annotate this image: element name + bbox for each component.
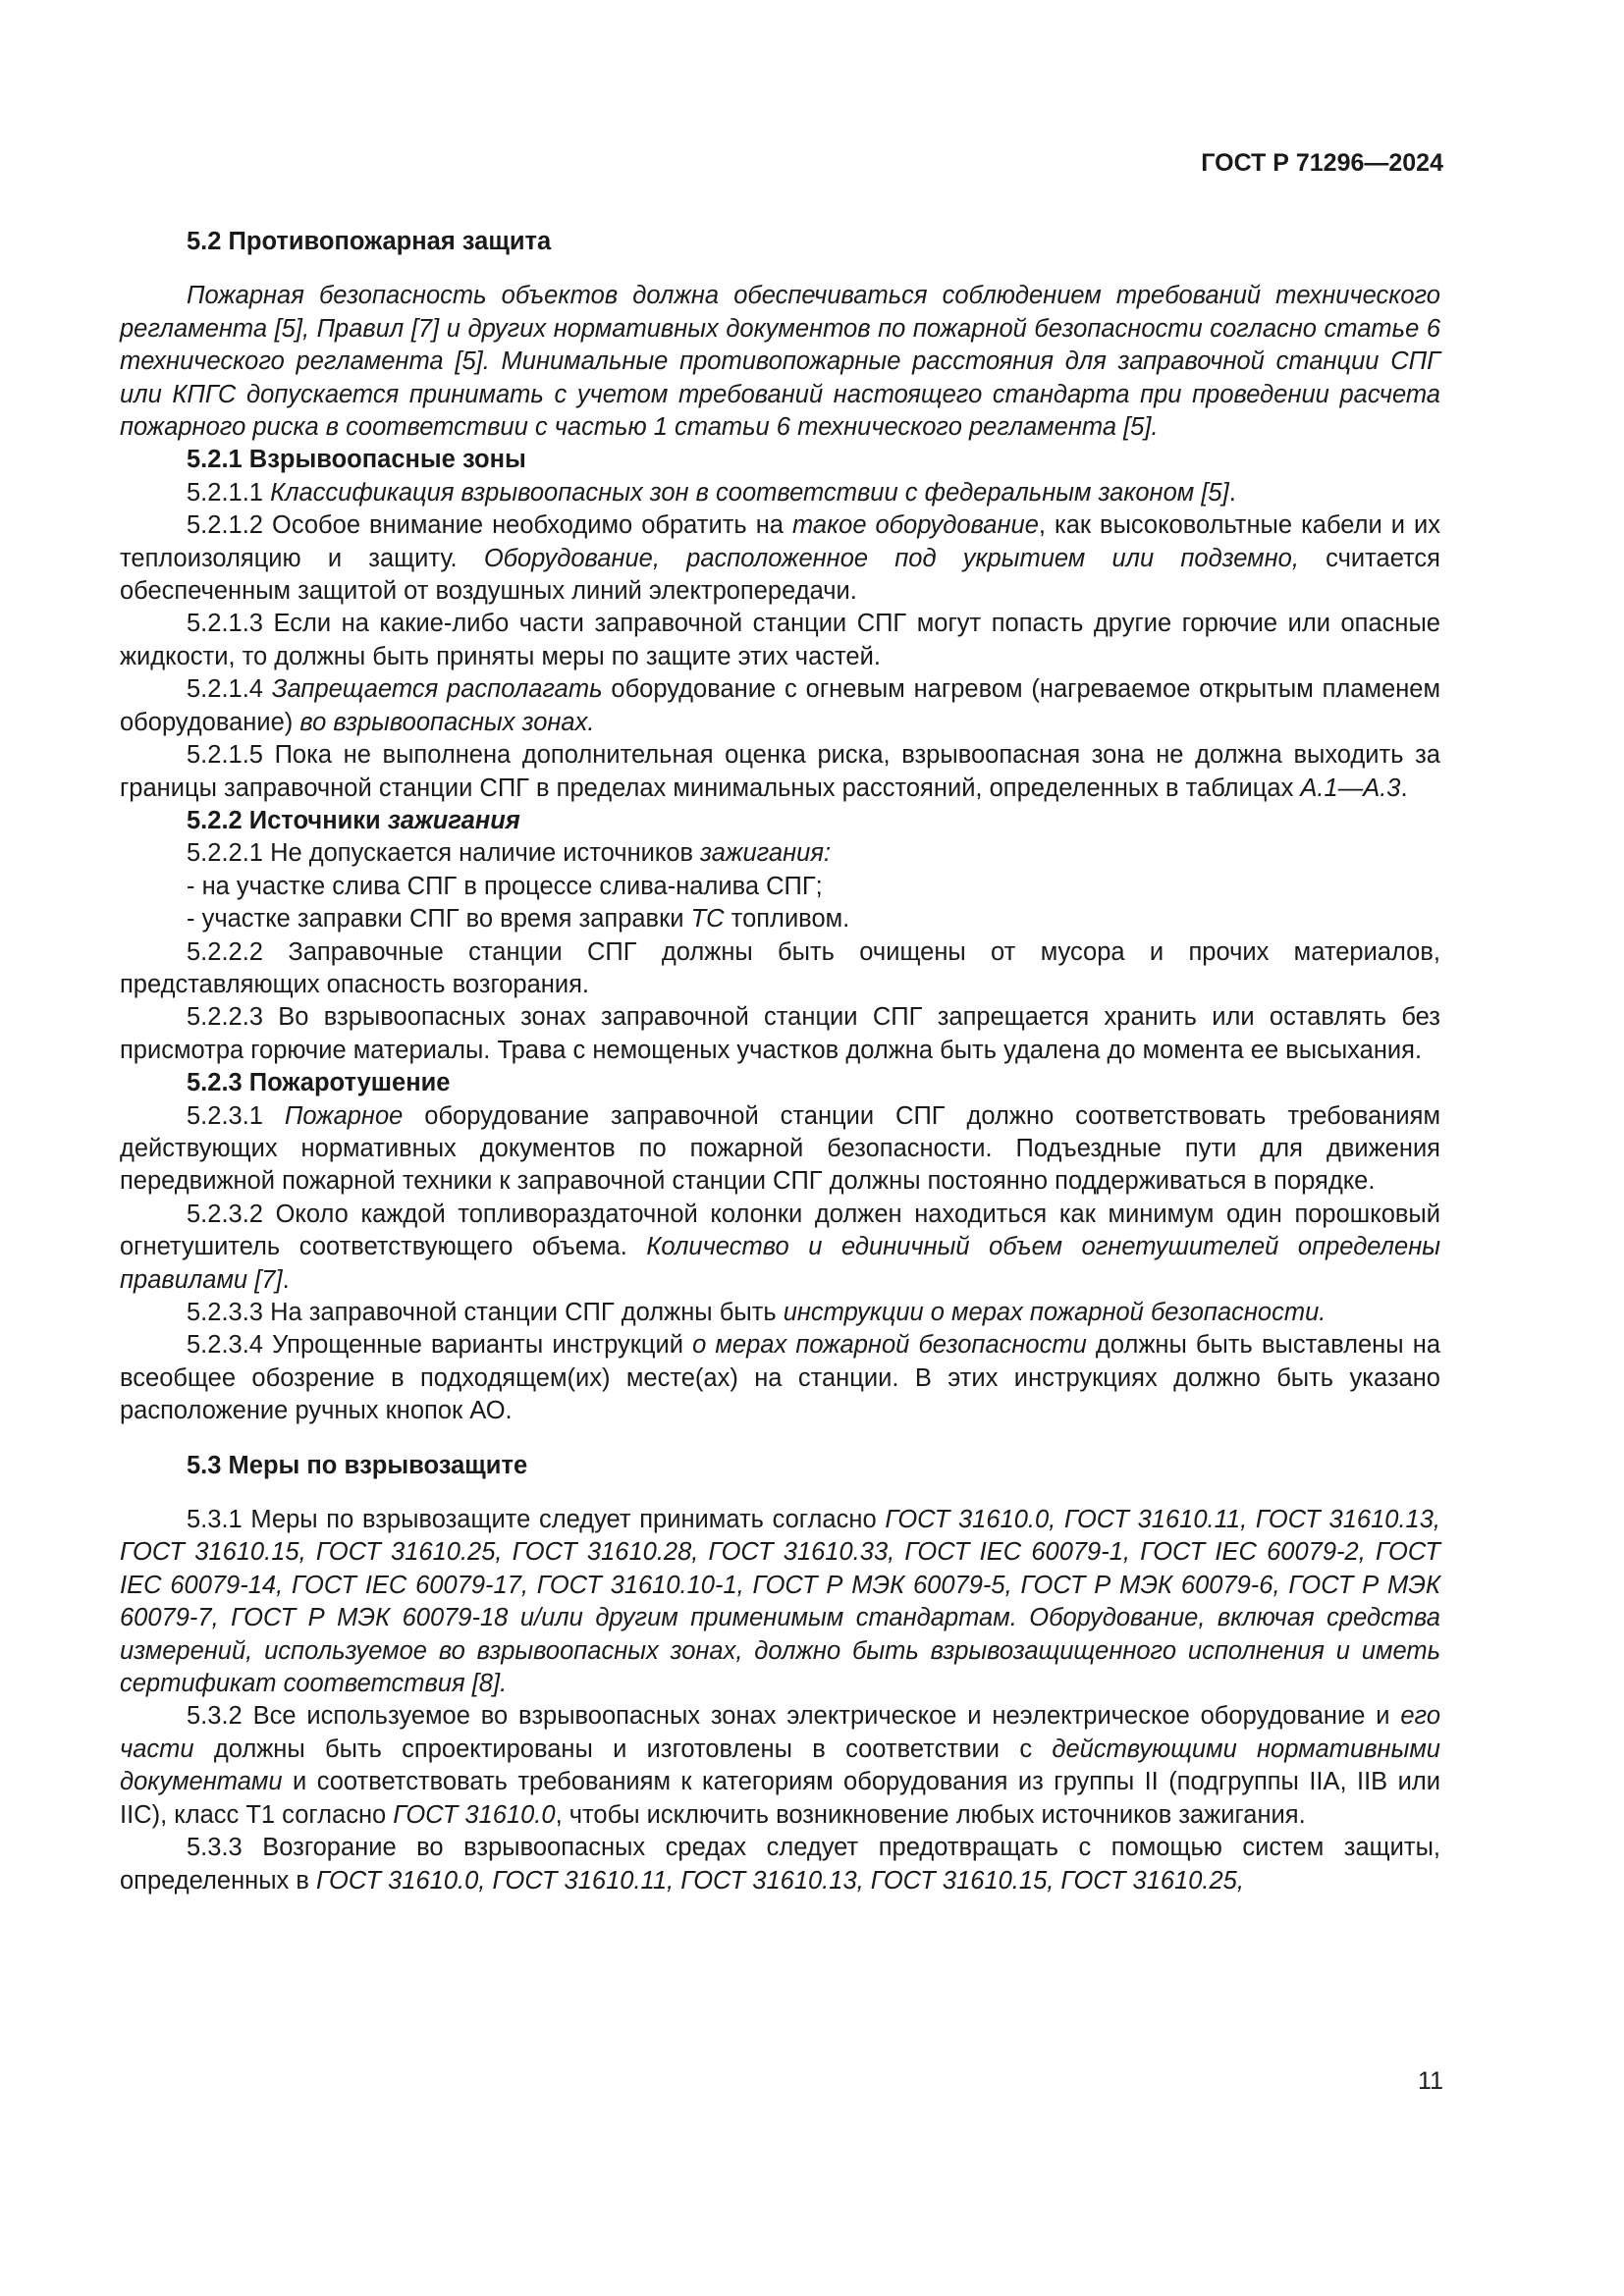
page-number: 11 [1418,2067,1443,2095]
italic-text: Оборудование, расположенное под укрытием или подземно, [483,544,1299,572]
italic-text: Пожарное [284,1101,404,1130]
italic-text: Количество и единичный объем огнетушителей определены правилами [7] [120,1233,1440,1294]
paragraph [120,1329,1440,1427]
document-body [120,226,1440,1897]
text-run: оборудование с огневым нагревом (нагреваемое открытым пламенем оборудование) [120,675,1440,736]
italic-text: Классификация взрывоопасных зон в соответствии с федеральным законом [5] [270,478,1229,507]
italic-text: Пожарная безопасность объектов должна обеспечиваться соблюдением требований технического регламента [5], Правил [7] и других нормативных документов по пожарной безопасности согласно статье 6 технического регламента [5]. Минимальные противопожарные расстояния для заправочной станции СПГ или КПГС допускается принимать с учетом требований настоящего стандарта при проведении расчета пожарного риска в соответствии с частью 1 статьи 6 технического регламента [5]. [120,282,1440,442]
section-heading [120,1067,1440,1099]
text-run: 5.2.3.1 [187,1101,285,1130]
paragraph [120,837,1440,870]
italic-text: ТС [690,905,725,934]
text-run: , чтобы исключить возникновение любых источников зажигания. [555,1800,1306,1829]
text-run: топливом. [724,905,850,934]
text-run: 5.2.1.5 Пока не выполнена дополнительная оценка риска, взрывоопасная зона не должна выходить за границы заправочной станции СПГ в пределах минимальных расстояний, определенных в таблицах [120,741,1440,802]
text-run: 5.2.1.4 [187,675,272,704]
italic-text: ГОСТ 31610.0, ГОСТ 31610.11, ГОСТ 31610.13, ГОСТ 31610.15, ГОСТ 31610.25, [316,1866,1244,1895]
paragraph [120,1700,1440,1832]
text-run: 5.2.1.2 Особое внимание необходимо обратить на [187,511,792,540]
italic-text: его части [120,1702,1440,1763]
paragraph [120,739,1440,805]
text-run: 5.2.2.3 Во взрывоопасных зонах заправочной станции СПГ запрещается хранить или оставлять без присмотра горючие материалы. Трава с немощеных участков должна быть удалена до момента ее высыхания. [120,1003,1440,1064]
text-run: 5.2.2.1 Не допускается наличие источников [187,839,701,868]
text-run: 5.2.2 Источники [187,806,388,834]
text-run: и соответствовать требованиям к категориям оборудования из группы II (подгруппы IIA, IIB или IIC), класс Т1 согласно [120,1768,1440,1829]
text-run: 5.3.2 Все используемое во взрывоопасных зонах электрическое и неэлектрическое оборудование и [187,1702,1401,1731]
paragraph [120,936,1440,1002]
paragraph [120,1504,1440,1700]
italic-text: о мерах пожарной безопасности [692,1331,1087,1360]
paragraph [120,1297,1440,1329]
paragraph [120,1199,1440,1297]
document-code-header: ГОСТ Р 71296—2024 [1201,149,1443,177]
italic-text: ГОСТ 31610.0 [393,1800,556,1829]
italic-text: ГОСТ 31610.0, ГОСТ 31610.11, ГОСТ 31610.13, ГОСТ 31610.15, ГОСТ 31610.25, ГОСТ 31610.28, ГОСТ 31610.33, ГОСТ IEC 60079-1, ГОСТ IEC 60079-2, ГОСТ IEC 60079-14, ГОСТ IEC 60079-17, ГОСТ 31610.10-1, ГОСТ Р МЭК 60079-5, ГОСТ Р МЭК 60079-6, ГОСТ Р МЭК 60079-7, ГОСТ Р МЭК 60079-18 и/или другим применимым стандартам. Оборудование, включая средства измерений, используемое во взрывоопасных зонах, должно быть взрывозащищенного исполнения и иметь сертификат соответствия [8]. [120,1506,1440,1698]
italic-text: зажигания: [700,839,832,868]
paragraph [120,477,1440,509]
text-run: должны быть спроектированы и изготовлены в соответствии с [193,1735,1053,1763]
text-run: 5.2.3.3 На заправочной станции СПГ должны быть [187,1299,784,1326]
section-heading [120,805,1440,837]
italic-text: инструкции о мерах пожарной безопасности. [783,1299,1326,1326]
paragraph [120,1001,1440,1067]
text-run: 5.2.1 Взрывоопасные зоны [187,446,526,474]
italic-text: Запрещается располагать [271,675,603,704]
section-heading [120,226,1440,258]
text-run: 5.2.1.1 [187,478,271,507]
text-run: 5.2.1.3 Если на какие-либо части заправочной станции СПГ могут попасть другие горючие или опасные жидкости, то должны быть приняты меры по защите этих частей. [120,610,1440,670]
text-run: - на участке слива СПГ в процессе слива-налива СПГ; [187,872,823,900]
text-run: 5.3.1 Меры по взрывозащите следует принимать согласно [187,1506,886,1534]
text-run: 5.2.3.4 Упрощенные варианты инструкций [187,1331,693,1360]
text-run: 5.2.3.2 Около каждой топливораздаточной колонки должен находиться как минимум один порошковый огнетушитель соответствующего объема. [120,1200,1440,1261]
text-run: . [282,1265,290,1294]
text-run: , как высоковольтные кабели и их теплоизоляцию и защиту. [120,511,1440,572]
italic-text: зажигания [387,806,520,834]
text-run: 5.2 Противопожарная защита [187,228,552,255]
italic-text: во взрывоопасных зонах. [299,708,595,736]
section-heading [120,444,1440,476]
paragraph [120,1100,1440,1199]
text-run: оборудование заправочной станции СПГ должно соответствовать требованиям действующих нормативных документов по пожарной безопасности. Подъездные пути для движения передвижной пожарной техники к заправочной станции СПГ должны постоянно поддерживаться в порядке. [120,1101,1440,1196]
text-run: 5.2.3 Пожаротушение [187,1069,451,1097]
paragraph [120,673,1440,739]
list-item [120,903,1440,935]
text-run: считается обеспеченным защитой от воздушных линий электропередачи. [120,544,1440,606]
italic-text: такое оборудование [791,511,1039,540]
italic-text: действующими нормативными документами [120,1735,1440,1796]
text-run: должны быть выставлены на всеобщее обозрение в подходящем(их) месте(ах) на станции. В этих инструкциях должно быть указано расположение ручных кнопок АО. [120,1331,1441,1425]
paragraph [120,280,1440,444]
paragraph [120,608,1440,673]
text-run: 5.3 Меры по взрывозащите [187,1451,528,1479]
list-item [120,871,1440,903]
text-run: 5.3.3 Возгорание во взрывоопасных средах следует предотвращать с помощью систем защиты, определенных в [120,1834,1440,1895]
text-run: - участке заправки СПГ во время заправки [187,905,691,934]
section-heading [120,1450,1440,1482]
text-run: 5.2.2.2 Заправочные станции СПГ должны быть очищены от мусора и прочих материалов, представляющих опасность возгорания. [120,937,1440,998]
paragraph [120,509,1440,608]
text-run: . [1228,478,1236,507]
italic-text: А.1—А.3 [1300,774,1401,802]
text-run: . [1400,774,1408,802]
paragraph [120,1832,1440,1897]
